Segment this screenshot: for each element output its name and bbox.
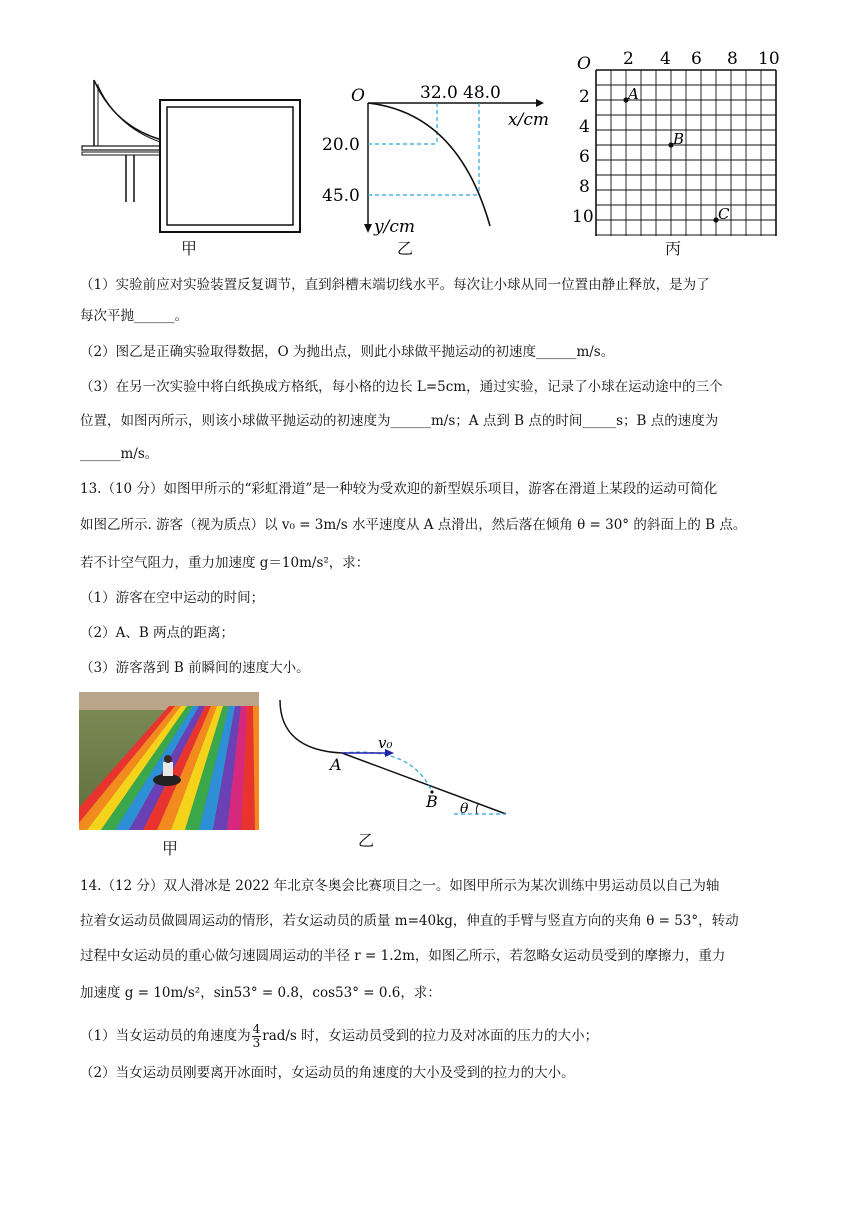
figure-bing-caption: 丙 (665, 239, 682, 258)
bing-ytick-6: 6 (579, 147, 590, 167)
point-label-b: B (673, 130, 685, 148)
bing-grid-lines (596, 70, 776, 236)
q14-stem-line1: 14.（12 分）双人滑冰是 2022 年北京冬奥会比赛项目之一。如图甲所示为某次训练中男运动员以自己为轴 (80, 878, 720, 894)
q12-part1-line2: 每次平抛______。 (80, 308, 188, 324)
figure-jia-apparatus (78, 72, 308, 262)
yi-ytick-20: 20.0 (322, 135, 360, 155)
q13-sub2: （2）A、B 两点的距离； (80, 625, 235, 641)
point-label-a: A (628, 85, 639, 103)
q12-part3-line3: ______m/s。 (80, 446, 159, 462)
slope-point-b: B (426, 792, 438, 811)
yi-xtick-48: 48.0 (463, 83, 501, 103)
q13-stem-line2: 如图乙所示. 游客（视为质点）以 v₀ = 3m/s 水平速度从 A 点滑出，然后落在倾角 θ = 30° 的斜面上的 B 点。 (80, 517, 747, 533)
q14-sub2: （2）当女运动员刚要离开冰面时，女运动员的角速度的大小及受到的拉力的大小。 (80, 1065, 575, 1081)
figure-yi-caption: 乙 (397, 239, 414, 258)
q13-sub3: （3）游客落到 B 前瞬间的速度大小。 (80, 660, 310, 676)
q14-sub1 (80, 1023, 598, 1050)
q14-stem-line2: 拉着女运动员做圆周运动的情形，若女运动员的质量 m=40kg，伸直的手臂与竖直方向的夹角 θ = 53°，转动 (80, 913, 739, 929)
q12-part1-line1: （1）实验前应对实验装置反复调节，直到斜槽末端切线水平。每次让小球从同一位置由静止释放，是为了 (80, 277, 710, 293)
q13-stem-line1: 13.（10 分）如图甲所示的“彩虹滑道”是一种较为受欢迎的新型娱乐项目，游客在滑道上某段的运动可简化 (80, 481, 718, 497)
slope-v0-label: v₀ (378, 734, 393, 752)
yi-origin-label: O (351, 86, 365, 106)
q14-stem-line4: 加速度 g = 10m/s²，sin53° = 0.8，cos53° = 0.6，求： (80, 985, 441, 1001)
q13-stem-line3: 若不计空气阻力，重力加速度 g＝10m/s²，求： (80, 555, 370, 571)
figure-bing-grid (570, 46, 790, 236)
bing-ytick-2: 2 (579, 87, 590, 107)
figure-yi-graph (318, 78, 558, 238)
q14-sub1-fraction (252, 1023, 262, 1050)
fraction-denominator: 3 (252, 1036, 261, 1050)
q13-sub1: （1）游客在空中运动的时间； (80, 590, 265, 606)
q12-part3-line2: 位置，如图丙所示，则该小球做平抛运动的初速度为______m/s；A 点到 B 点的时间_____s；B 点的速度为 (80, 413, 719, 429)
bing-xtick-2: 2 (623, 49, 634, 69)
bing-ytick-4: 4 (579, 117, 590, 137)
slope-theta: θ (460, 801, 469, 817)
q14-sub1-suffix: rad/s 时，女运动员受到的拉力及对冰面的压力的大小； (262, 1028, 599, 1044)
bing-ytick-8: 8 (579, 177, 590, 197)
bing-points (623, 85, 730, 223)
bing-xtick-4: 4 (660, 49, 671, 69)
bing-xtick-8: 8 (727, 49, 738, 69)
fraction-numerator: 4 (252, 1022, 261, 1036)
point-label-c: C (718, 205, 730, 223)
slope-diagram (272, 696, 512, 826)
q12-part2: （2）图乙是正确实验取得数据，O 为抛出点，则此小球做平抛运动的初速度______m/s。 (80, 344, 615, 360)
bing-ytick-10: 10 (572, 207, 594, 227)
q13-fig-yi-caption: 乙 (358, 831, 375, 850)
bing-origin-label: O (577, 54, 591, 74)
q14-stem-line3: 过程中女运动员的重心做匀速圆周运动的半径 r = 1.2m，如图乙所示，若忽略女运动员受到的摩擦力，重力 (80, 948, 726, 964)
rainbow-slide-photo (79, 692, 259, 830)
q13-fig-jia-caption: 甲 (162, 839, 179, 858)
slope-point-a: A (330, 755, 342, 774)
q12-part3-line1: （3）在另一次实验中将白纸换成方格纸，每小格的边长 L=5cm，通过实验，记录了小球在运动途中的三个 (80, 379, 723, 395)
yi-ytick-45: 45.0 (322, 186, 360, 206)
yi-y-axis-label: y/cm (374, 217, 415, 237)
yi-xtick-32: 32.0 (420, 83, 458, 103)
q14-sub1-prefix: （1）当女运动员的角速度为 (80, 1028, 251, 1044)
bing-xtick-10: 10 (758, 49, 780, 69)
figure-jia-caption: 甲 (181, 239, 198, 258)
yi-x-axis-label: x/cm (508, 110, 549, 130)
bing-xtick-6: 6 (691, 49, 702, 69)
